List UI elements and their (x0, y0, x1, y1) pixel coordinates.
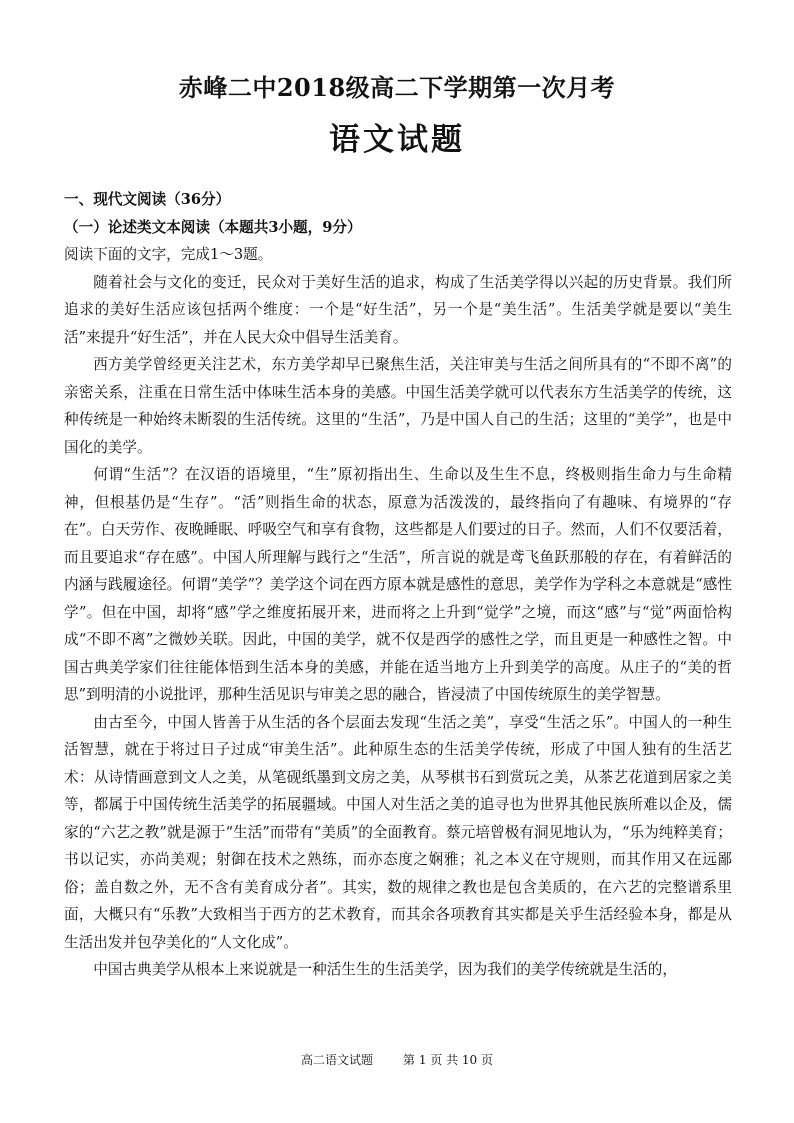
exam-title: 赤峰二中2018级高二下学期第一次月考 (178, 73, 616, 102)
passage-paragraph-3: 何谓“生活”？在汉语的语境里，“生”原初指出生、生命以及生生不息，终极则指生命力与生命精神，但根基仍是“生存”。“活”则指生命的状态，原意为活泼泼的，最终指向了有趣味、有境界的“存在”。白天劳作、夜晚睡眠、呼吸空气和享有食物，这些都是人们要过的日子。然而，人们不仅要活着，而且要追求“存在感”。中国人所理解与践行之“生活”，所言说的就是鸢飞鱼跃那般的存在，有着鲜活的内涵与践履途径。何谓“美学”？美学这个词在西方原本就是感性的意思，美学作为学科之本意就是“感性学”。但在中国，却将“感”学之维度拓展开来，进而将之上升到“觉学”之境，而这“感”与“觉”两面恰构成“不即不离”之微妙关联。因此，中国的美学，就不仅是西学的感性之学，而且更是一种感性之智。中国古典美学家们往往能体悟到生活本身的美感，并能在适当地方上升到美学的高度。从庄子的“美的哲思”到明清的小说批评，那种生活见识与审美之思的融合，皆浸渍了中国传统原生的美学智慧。 (64, 466, 732, 703)
section-subheading: （一）论述类文本阅读（本题共3小题，9分） (64, 218, 362, 236)
reading-instruction: 阅读下面的文字，完成1～3题。 (64, 246, 273, 263)
section-heading: 一、现代文阅读（36分） (64, 191, 231, 208)
passage-paragraph-5: 中国古典美学从根本上来说就是一种活生生的生活美学，因为我们的美学传统就是生活的， (93, 961, 677, 978)
footer-page-info: 第 1 页 共 10 页 (403, 1053, 493, 1067)
footer-subject: 高二语文试题 (301, 1053, 374, 1067)
page-content (64, 186, 732, 984)
passage-paragraph-1: 随着社会与文化的变迁，民众对于美好生活的追求，构成了生活美学得以兴起的历史背景。我们所追求的美好生活应该包括两个维度：一个是“好生活”，另一个是“美生活”。生活美学就是要以“美生活”来提升“好生活”，并在人民大众中倡导生活美育。 (64, 273, 732, 346)
passage-paragraph-4: 由古至今，中国人皆善于从生活的各个层面去发现“生活之美”，享受“生活之乐”。中国人的一种生活智慧，就在于将过日子过成“审美生活”。此种原生态的生活美学传统，形成了中国人独有的生活艺术：从诗情画意到文人之美，从笔砚纸墨到文房之美，从琴棋书石到赏玩之美，从茶艺花道到居家之美等，都属于中国传统生活美学的拓展疆域。中国人对生活之美的追寻也为世界其他民族所难以企及，儒家的“六艺之教”就是源于“生活”而带有“美质”的全面教育。蔡元培曾极有洞见地认为，“乐为纯粹美育；书以记实，亦尚美观；射御在技术之熟练，而亦态度之娴雅；礼之本义在守规则，而其作用又在远鄙俗；盖自数之外，无不含有美育成分者”。其实，数的规律之教也是包含美质的，在六艺的完整谱系里面，大概只有“乐教”大致相当于西方的艺术教育，而其余各项教育其实都是关乎生活经验本身，都是从生活出发并包孕美化的“人文化成”。 (64, 713, 732, 951)
reading-passage (64, 269, 732, 984)
subject-title: 语文试题 (329, 122, 465, 158)
passage-paragraph-2: 西方美学曾经更关注艺术，东方美学却早已聚焦生活，关注审美与生活之间所具有的“不即不离”的亲密关系，注重在日常生活中体味生活本身的美感。中国生活美学就可以代表东方生活美学的传统，这种传统是一种始终未断裂的生活传统。这里的“生活”，乃是中国人自己的生活；这里的“美学”，也是中国化的美学。 (64, 356, 732, 456)
page-footer (0, 1051, 794, 1069)
